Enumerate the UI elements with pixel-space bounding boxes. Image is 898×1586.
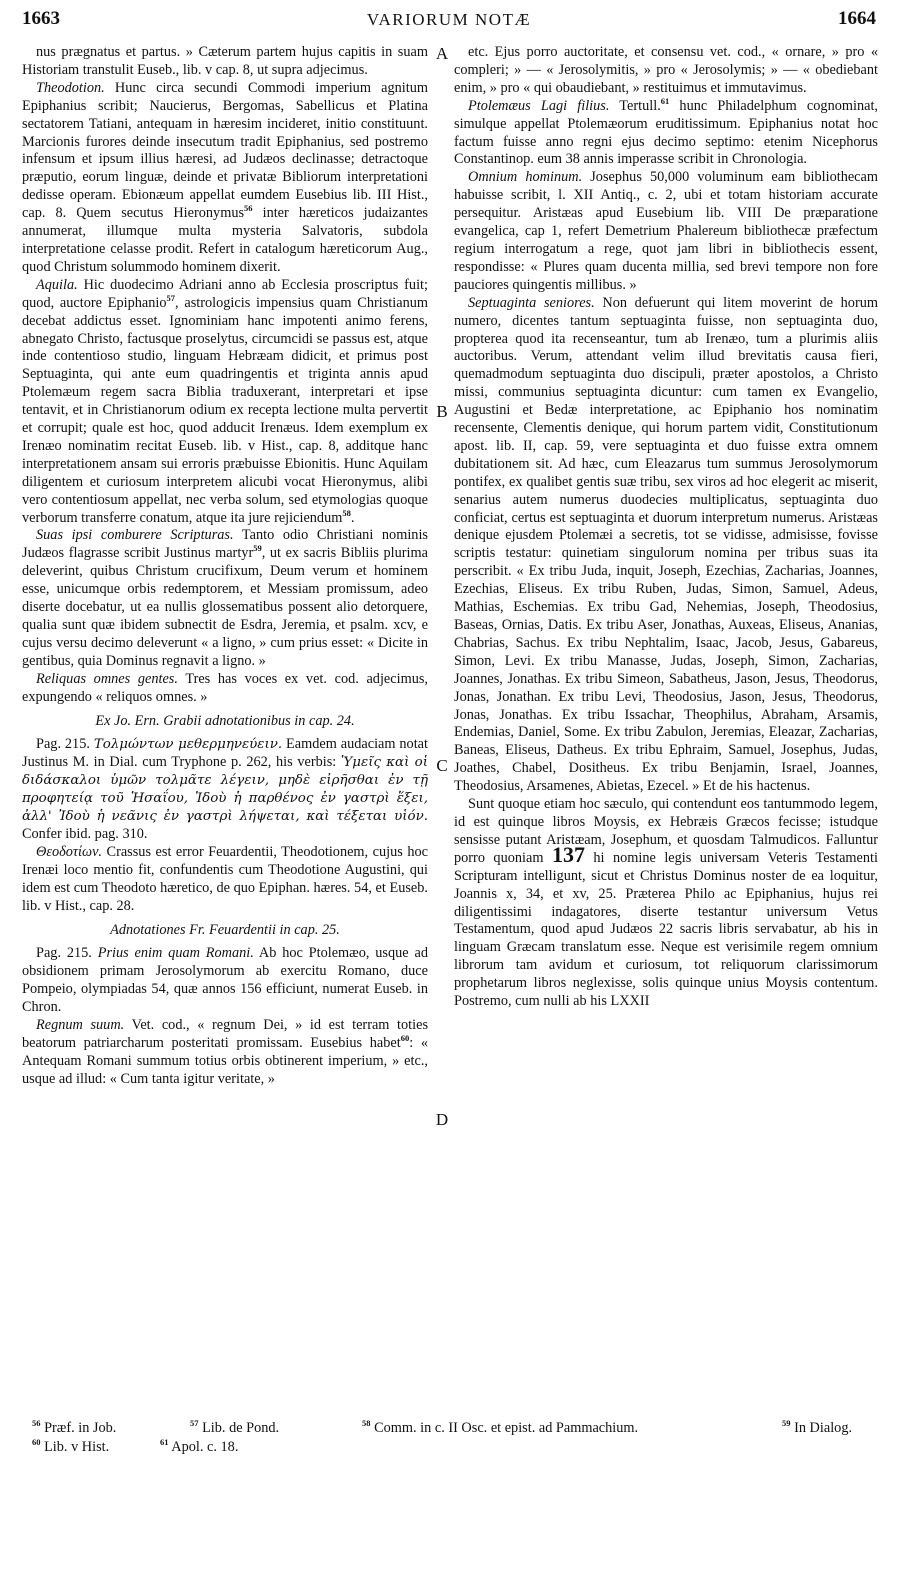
right-column [454,44,878,1410]
note-text: Sunt quoque etiam hoc sæculo, qui contendunt eos tantummodo legem, id est quinque libros Moysis, ex Hebræis Græcos fecisse; istudque sensisse putant Aristæam, Josephum, et quosdam Talmudicos. Falluntur porro quoniam [454,796,878,866]
lemma: Suas ipsi comburere Scripturas. [36,527,234,544]
lemma: Regnum suum. [36,1017,125,1034]
note-text: etc. Ejus porro auctoritate, et consensu vet. cod., « ornare, » pro « compleri; » — « Jerosolymitis, » pro « Jerosolymis; » — « obediebant enim, » pro « qui obaudiebant, » restituimus et immutavimus. [454,44,878,96]
footnote-61: $^{61}$ Apol. c. 18. [160,1437,239,1455]
footnote-ref: 60 [400,1033,410,1044]
footnote-ref: 56 [244,203,253,214]
note-paragraph [22,945,428,1017]
note-text: nus prægnatus et partus. » Cæterum partem hujus capitis in suam Historiam transtulit Euseb., lib. v cap. 8, ut supra adjecimus. [22,44,428,78]
note-paragraph [22,844,428,916]
footnote-ref: 58 [342,507,351,518]
note-text: Crassus est error Feuardentii, Theodotionem, cujus hoc Irenæi loco mentio fit, confundentis cum Theodotione Augustini, qui idem est cum Theodoto hæretico, de quo Epiphan. hæres. 54, et Euseb. lib. v Hist., cap. 28. [22,843,428,914]
note-paragraph [22,671,428,707]
note-text: , ut ex sacris Bibliis plurima deleverint, quibus Christum crucifixum, Deum verum et hominem esse, unicumque orbis redemptorem, et Messiam promissum, adeo diserte docebatur, ut ea nullis glossematibus possent alio detorquere, qualia sunt quæ ibidem subnectit de Esdra, Jeremia, et psalm. xcv, e cujus versu decimo deleverunt « a ligno, » cum prius esset: « Dicite in gentibus, quia Dominus regnavit a ligno. » [22,545,428,669]
lemma: Omnium hominum. [468,169,583,186]
greek-quotation: Ὑμεῖς καὶ οἱ διδάσκαλοι ὑμῶν τολμᾶτε λέγειν, μηδὲ εἰρῆσθαι ἐν τῇ προφητείᾳ τοῦ Ἡσαΐου, Ἰδοὺ ἡ παρθένος ἐν γαστρὶ ἕξει, ἀλλ' Ἰδοὺ ἡ νεᾶνις ἐν γαστρὶ λήψεται, καὶ τέξεται υἱόν. [22,755,428,825]
note-text: inter hæreticos judaizantes annumerat, illumque multa mysteria Salvatoris, subdola interpretatione celasse prodit. Refert in catalogum hæreticorum Aug., quod Christum solummodo hominem dixerit. [22,205,428,275]
note-text: Pag. 215. [36,945,98,962]
note-text: : « Antequam Romani summum totius orbis obtinerent imperium, » etc., usque ad illud: « Cum tanta igitur veritate, » [22,1034,428,1087]
column-number: 137 [551,841,585,867]
note-paragraph [454,796,878,1011]
note-text: Tanto odio Christiani nominis Judæos flagrasse scribit Justinus martyr [22,527,428,562]
note-paragraph [22,277,428,528]
page-number-left: 1663 [22,8,60,29]
page-header [22,8,876,34]
left-column [22,44,428,1410]
lemma: Τολμώντων μεθερμηνεύειν. [93,737,283,753]
note-text: Tres has voces ex vet. cod. adjecimus, expungendo « reliquos omnes. » [22,670,428,705]
section-heading: Ex Jo. Ern. Grabii adnotationibus in cap. 24. [95,712,355,729]
note-paragraph [454,295,878,796]
page-number-right: 1664 [838,8,876,29]
note-text: Josephus 50,000 voluminum eam bibliothecam habuisse scribit, l. XII Antiq., c. 2, ubi et totam historiam accurate persequitur. Aristæas apud Eusebium lib. VIII De præparatione evangelica, cap 1, refert Demetrium Phalereum bibliothecæ præfectum regium interrogatum a rege, quot jam libri in bibliothecis essent, respondisse: « Plures quam ducenta millia, sed brevi tempore non fore pauciores quingentis millibus. » [454,169,878,293]
note-text: hi nomine legis universam Veteris Testamenti Scripturam intelligunt, sicut et Christus Dominus noster de ea loquitur, Joannis x, 34, et xv, 25. Præterea Philo ac Epiphanius, hujus rei diligentissimi indagatores, diserte testantur universum Vetus Testamentum, quod apud Judæos 22 sacris libris servabatur, ab his in linguam Græcam translatum esse. Neque est verisimile regem omnium librorum tam avidum et curiosum, tot reliquorum clarissimorum prophetarum libros neglexisse, solis quinque unius Moysis contentum. Postremo, cum nulli ab his LXXII [454,849,878,1010]
note-text: Hic duodecimo Adriani anno ab Ecclesia proscriptus fuit; quod, auctore Epiphanio [22,276,428,311]
margin-marker-d: D [435,1110,449,1129]
footnote-ref: 57 [166,292,176,303]
lemma: Reliquas omnes gentes. [36,670,178,687]
note-text: , astrologicis impensius quam Christianum decebat addictus esset. Ignominiam hanc impotenti animo ferens, abnegato Christo, factusque proselytus, circumcidi se passus est, atque inde contentioso studio, linguam Hebræam didicit, et primus post Septuaginta, qui ante eum quadringentis et triginta annis apud Ptolemæum regem sacra Biblia traduxerant, interpretari et ipse tentavit, et in Christianorum odium ex recepta lectione multa pervertit et corrupit; quale est hoc, quod adducit Irenæus. Idem exemplum ex Irenæo nominatim recitat Euseb. lib. v Hist., cap. 8, additque hanc interpretationem ansam sui erroris præbuisse Ebionitis. Hunc Aquilam diligentem et curiosum interpretem alicubi vocat Hieronymus, alibi vero contentiosum appellat, nec verba solum, sed etymologias quoque verborum transferre conatum, atque ita jure rejiciendum [22,294,428,526]
footnote-ref: 59 [253,543,262,554]
note-text: Hunc circa secundi Commodi imperium agnitum Epiphanius scribit; Naucierus, Bergomas, Sabellicus et Platina sectatorem Tatiani, antequam in hæresim incideret, initio constituunt. Marcionis furores deinde insecutum tradit Epiphanius, sed postremo infensum et ipsum illius hæresi, ad Judæos declinasse; detractoque præputio, eorum linguæ, deinde et privatæ Bibliorum interpretationi dedisse operam. Ebionæum appellat eumdem Eusebius lib. III Hist., cap. 8. Quem secutus Hieronymus [22,79,428,222]
note-paragraph [454,44,878,98]
footnote-58: $^{58}$ Comm. in c. II Osc. et epist. ad Pammachium. [362,1418,639,1436]
lemma: Θεοδοτίων. [36,843,103,860]
note-text: . [350,509,355,526]
note-text: Eamdem audaciam notat Justinus M. in Dial. cum Tryphone p. 262, his verbis: [22,736,428,771]
note-paragraph [454,95,878,170]
note-paragraph [22,1017,428,1089]
margin-marker-a: A [435,44,449,63]
footnote-ref: 61 [660,95,670,106]
lemma: Prius enim quam Romani. [97,945,254,962]
margin-marker-c: C [436,756,448,775]
section-heading: Adnotationes Fr. Feuardentii in cap. 25. [110,921,340,938]
lemma: Septuaginta seniores. [468,294,595,311]
note-text: Confer ibid. pag. 310. [22,825,148,842]
running-title: VARIORUM NOTÆ [366,10,532,29]
footnote-59: $^{59}$ In Dialog. [782,1418,853,1436]
lemma: Aquila. [36,276,78,293]
note-text: Pag. 215. [36,736,94,753]
margin-marker-b: B [436,402,448,421]
note-text: Ab hoc Ptolemæo, usque ad obsidionem primam Jerosolymorum ab exercitu Romano, duce Pompeio, olympiadas 54, quæ annos 156 efficiunt, numerat Euseb. in Chron. [22,945,428,1016]
footnote-56: $^{56}$ Præf. in Job. [32,1418,117,1436]
note-text: Non defuerunt qui litem moverint de horum numero, dicentes tantum septuaginta fuisse, non septuaginta duo, propterea quod ita recenseantur, tum ab Irenæo, tum a plurimis aliis auctoribus. Verum, attendant velim illud brevitatis causa fieri, quemadmodum septuaginta duo discipuli, præter apostolos, a Christo missi, communius septuaginta dicuntur: cum tamen ex Evangelio, Augustini et Bedæ interpretatione, ac Epiphanio hos nominatim recensente, Clementis denique, qui horum partem vidit, Constitutionum apost. lib. II, cap. 59, vere septuaginta et duo fuisse extra omnem dubitationem sit. Ad hæc, cum Eleazarus tum summus Jerosolymorum pontifex, ex qualibet gentis suæ tribu, sex viros ad hoc elegerit ac miserit, senarius autem numerus duodecies multiplicatus, septuaginta duo conficiat, certus est septuaginta et duorum interpretum numerus. Aristæas denique ejusdem Ptolemæi a secretis, tot se vidisse, admisisse, fovisse scriptis testatur: quinetiam singulorum nomina per tribus suas ita perscribit. « Ex tribu Juda, inquit, Joseph, Ezechias, Zacharias, Joannes, Ezechias, Eliseus. Ex tribu Ruben, Judas, Simon, Samuel, Adeus, Mathias, Eschemias. Ex tribu Gad, Nehemias, Joseph, Theodosius, Baseas, Ornias, Datis. Ex tribu Aser, Jonathas, Auxeas, Eliseus, Ananias, Chabrias, Sachus. Ex tribu Nephtalim, Isaac, Jacob, Jesus, Gabareus, Simon, Levi. Ex tribu Manasse, Judas, Joseph, Simon, Zacharias, Joannes, Jonathas. Ex tribu Simeon, Sabatheus, Jason, Jesus, Theodorus, Jonas, Jonathan. Ex tribu Levi, Theodosius, Jason, Jesus, Theodorus, Jonas, Jonathas. Ex tribu Issachar, Theophilus, Abraham, Arsamis, Endemias, Daniel, Some. Ex tribu Zabulon, Jeremias, Eleazar, Zacharias, Baneas, Eliseus, Datheus. Ex tribu Ephraim, Samuel, Josephus, Judas, Joathes, Chabel, Dositheus. Ex tribu Benjamin, Israel, Joannes, Theodosius, Arsamenes, Abietas, Ezecel. » Et de his hactenus. [454,294,878,795]
note-paragraph [22,44,428,80]
note-text: Vet. cod., « regnum Dei, » id est terram toties beatorum patriarcharum posteritati promissam. Eusebius habet [22,1017,428,1051]
note-text: Tertull. [609,97,661,114]
note-paragraph [22,527,428,670]
footnote-57: $^{57}$ Lib. de Pond. [190,1418,280,1436]
lemma: Ptolemæus Lagi filius. [468,97,610,114]
footnote-60: $^{60}$ Lib. v Hist. [32,1437,110,1455]
lemma: Theodotion. [36,79,105,96]
note-text: hunc Philadelphum cognominat, simulque appellat Ptolemæorum eruditissimum. Epiphanius notat hoc factum fuisse anno regni ejus decimo septimo: etenim Nicephorus Constantinop. eum 38 annis imperasse scribit in Chronologia. [454,97,878,168]
note-paragraph [22,80,428,277]
note-paragraph [454,169,878,294]
note-paragraph [22,736,428,843]
